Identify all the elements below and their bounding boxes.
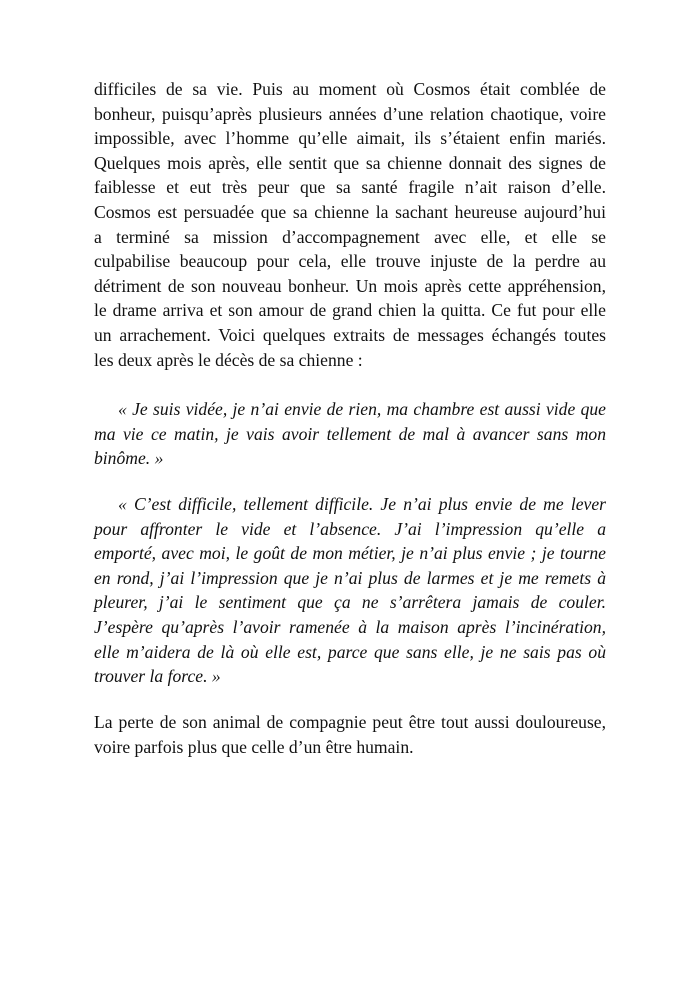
body-paragraph-1 [94,77,606,372]
quote-line: J’espère qu’après l’avoir ramenée à la maison après l’incinération, [94,616,606,637]
text-line: La perte de son animal de compagnie peut être tout aussi douloureuse, [94,712,606,732]
text-line: faiblesse et eut très peur que sa santé fragile n’ait raison d’elle. [94,177,606,198]
text-line: culpabilise beaucoup pour cela, elle trouve injuste de la perdre au [94,251,606,272]
text-line: impossible, avec l’homme qu’elle aimait, ils s’étaient enfin mariés. [94,128,606,149]
quote-paragraph-2 [94,492,606,689]
quote-line: « C’est difficile, tellement difficile. Je n’ai plus envie de me lever [118,494,606,514]
text-line: un arrachement. Voici quelques extraits de messages échangés toutes [94,324,606,345]
quote-line: emporté, avec moi, le goût de mon métier, je n’ai plus envie ; je tourne [94,543,606,564]
text-line: les deux après le décès de sa chienne : [94,349,363,370]
quote-line: pleurer, j’ai le sentiment que ça ne s’arrêtera jamais de couler. [94,592,606,613]
quote-line: elle m’aidera de là où elle est, parce que sans elle, je ne sais pas où [94,641,606,662]
quote-line: binôme. » [94,448,164,469]
text-line: Quelques mois après, elle sentit que sa chienne donnait des signes de [94,152,606,173]
body-paragraph-2 [94,710,606,759]
quote-line: « Je suis vidée, je n’ai envie de rien, ma chambre est aussi vide que [118,399,606,419]
quote-paragraph-1 [94,397,606,471]
text-line: a terminé sa mission d’accompagnement avec elle, et elle se [94,226,606,247]
text-line: bonheur, puisqu’après plusieurs années d’une relation chaotique, voire [94,103,606,124]
text-line: détriment de son nouveau bonheur. Un mois après cette appréhension, [94,275,606,296]
text-line: Cosmos est persuadée que sa chienne la sachant heureuse aujourd’hui [94,201,606,222]
text-line: voire parfois plus que celle d’un être humain. [94,736,414,757]
quote-line: ma vie ce matin, je vais avoir tellement de mal à avancer sans mon [94,423,606,444]
quote-line: en rond, j’ai l’impression que je n’ai plus de larmes et je me remets à [94,567,606,588]
text-line: le drame arriva et son amour de grand chien la quitta. Ce fut pour elle [94,300,606,321]
quote-line: trouver la force. » [94,666,221,687]
text-line: difficiles de sa vie. Puis au moment où Cosmos était comblée de [94,79,606,99]
quote-line: pour affronter le vide et l’absence. J’ai l’impression qu’elle a [94,518,606,539]
